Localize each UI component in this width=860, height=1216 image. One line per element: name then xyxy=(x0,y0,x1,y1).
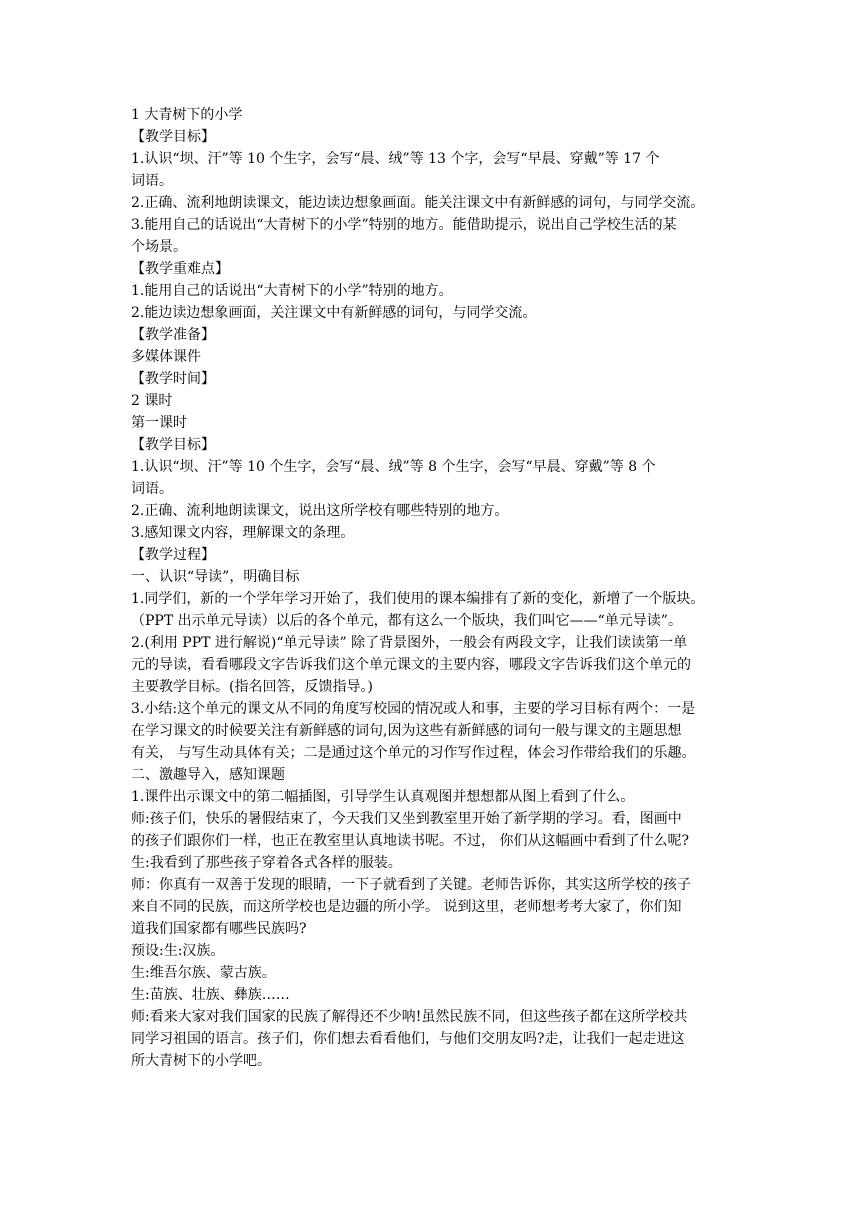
paragraph-line: （PPT 出示单元导读）以后的各个单元，都有这么一个版块，我们叫它——“单元导读”。 xyxy=(131,613,682,629)
paragraph-line: 同学习祖国的语言。孩子们，你们想去看看他们，与他们交朋友吗?走，让我们一起走进这 xyxy=(131,1031,685,1047)
paragraph-line: 词语。 xyxy=(131,173,173,189)
paragraph-line: 主要教学目标。(指名回答，反馈指导。) xyxy=(131,679,373,695)
paragraph-line: 来自不同的民族，而这所学校也是边疆的所小学。 说到这里，老师想考考大家了，你们知 xyxy=(131,899,682,915)
paragraph-line: 生:维吾尔族、蒙古族。 xyxy=(131,965,276,981)
paragraph-line: 师:孩子们，快乐的暑假结束了，今天我们又坐到教室里开始了新学期的学习。看，图画中 xyxy=(131,811,682,827)
section-heading-key-points: 【教学重难点】 xyxy=(131,261,229,277)
paragraph-line: 个场景。 xyxy=(131,239,187,255)
paragraph-line: 的孩子们跟你们一样，也正在教室里认真地读书呢。不过， 你们从这幅画中看到了什么呢? xyxy=(131,833,689,849)
paragraph-line: 1.能用自己的话说出“大青树下的小学”特别的地方。 xyxy=(131,283,453,299)
paragraph-line: 1.课件出示课文中的第二幅插图，引导学生认真观图并想想都从图上看到了什么。 xyxy=(131,789,635,805)
document-body xyxy=(131,104,741,1072)
paragraph-line: 师：你真有一双善于发现的眼睛，一下子就看到了关键。老师告诉你，其实这所学校的孩子 xyxy=(131,877,691,893)
paragraph-line: 有关， 与写生动具体有关；二是通过这个单元的习作写作过程，体会习作带给我们的乐趣。 xyxy=(131,745,696,761)
paragraph-line: 1.认识“坝、汗”等 10 个生字，会写“晨、绒”等 8 个生字，会写“早晨、穿戴”等 8 个 xyxy=(131,459,656,475)
paragraph-line: 1.认识“坝、汗”等 10 个生字，会写“晨、绒”等 13 个字，会写“早晨、穿戴”等 17 个 xyxy=(131,151,660,167)
lesson-title: 1 大青树下的小学 xyxy=(131,107,243,123)
paragraph-line: 3.小结:这个单元的课文从不同的角度写校园的情况或人和事，主要的学习目标有两个：一是 xyxy=(131,701,696,717)
paragraph-line: 2.能边读边想象画面，关注课文中有新鲜感的词句，与同学交流。 xyxy=(131,305,537,321)
paragraph-line: 2.正确、流利地朗读课文，能边读边想象画面。能关注课文中有新鲜感的词句，与同学交流。 xyxy=(131,195,705,211)
paragraph-line: 所大青树下的小学吧。 xyxy=(131,1053,271,1069)
section-heading-objectives: 【教学目标】 xyxy=(131,129,215,145)
section-heading-preparation: 【教学准备】 xyxy=(131,327,215,343)
paragraph-line: 预设:生:汉族。 xyxy=(131,943,225,959)
paragraph-line: 1.同学们，新的一个学年学习开始了，我们使用的课本编排有了新的变化，新增了一个版块。 xyxy=(131,591,705,607)
step-heading: 二、激趣导入，感知课题 xyxy=(131,767,285,783)
paragraph-line: 2.(利用 PPT 进行解说)“单元导读” 除了背景图外，一般会有两段文字，让我们读读第一单 xyxy=(131,635,688,651)
paragraph-line: 3.能用自己的话说出“大青树下的小学”特别的地方。能借助提示，说出自己学校生活的某 xyxy=(131,217,677,233)
paragraph-line: 2 课时 xyxy=(131,393,173,409)
section-heading-time: 【教学时间】 xyxy=(131,371,215,387)
paragraph-line: 3.感知课文内容，理解课文的条理。 xyxy=(131,525,355,541)
section-heading-process: 【教学过程】 xyxy=(131,547,215,563)
step-heading: 一、认识“导读”，明确目标 xyxy=(131,569,300,585)
subsection-title: 第一课时 xyxy=(131,415,187,431)
paragraph-line: 多媒体课件 xyxy=(131,349,201,365)
paragraph-line: 在学习课文的时候要关注有新鲜感的词句,因为这些有新鲜感的词句一般与课文的主题思想 xyxy=(131,723,682,739)
paragraph-line: 道我们国家都有哪些民族吗? xyxy=(131,921,307,937)
paragraph-line: 词语。 xyxy=(131,481,173,497)
paragraph-line: 师:看来大家对我们国家的民族了解得还不少呐!虽然民族不同，但这些孩子都在这所学校共 xyxy=(131,1009,688,1025)
paragraph-line: 生:苗族、壮族、彝族…… xyxy=(131,987,290,1003)
paragraph-line: 2.正确、流利地朗读课文，说出这所学校有哪些特别的地方。 xyxy=(131,503,509,519)
paragraph-line: 元的导读，看看哪段文字告诉我们这个单元课文的主要内容，哪段文字告诉我们这个单元的 xyxy=(131,657,691,673)
paragraph-line: 生:我看到了那些孩子穿着各式各样的服装。 xyxy=(131,855,402,871)
section-heading-objectives: 【教学目标】 xyxy=(131,437,215,453)
